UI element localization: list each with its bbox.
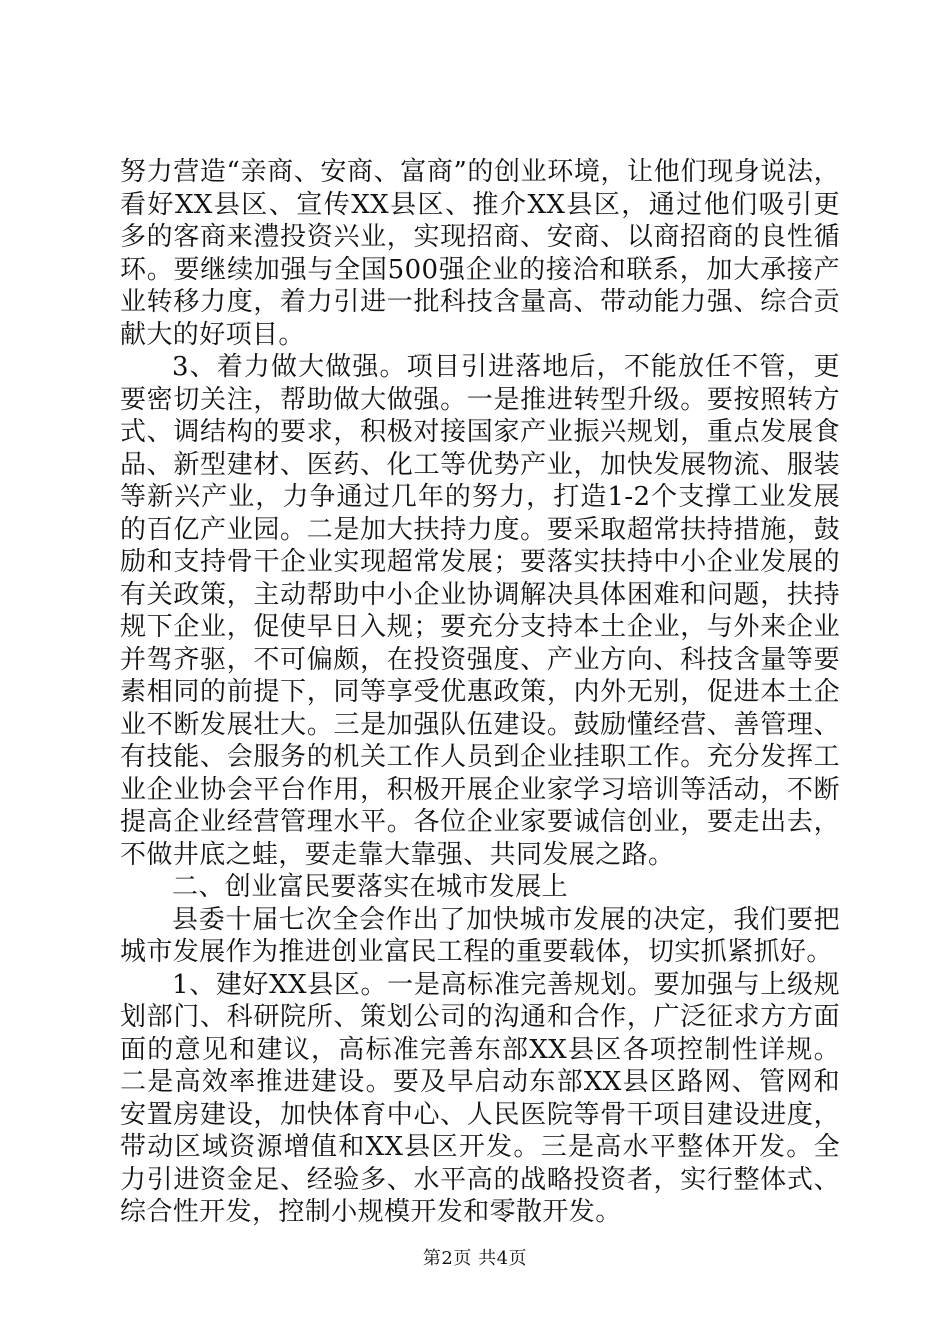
section-heading: 二、创业富民要落实在城市发展上 [172, 872, 569, 902]
paragraph-4: 1、建好XX县区。一是高标准完善规划。要加强与上级规划部门、科研院所、策划公司的沟通和合作，广泛征求方方面面的意见和建议，高标准完善东部XX县区各项控制性详规。二是高效率推进建设。要及早启动东部XX县区路网、管网和安置房建设，加快体育中心、人民医院等骨干项目建设进度，带动区域资源增值和XX县区开发。三是高水平整体开发。全力引进资金足、经验多、水平高的战略投资者，实行整体式、综合性开发，控制小规模开发和零散开发。 [120, 969, 840, 1227]
paragraph-2: 3、着力做大做强。项目引进落地后，不能放任不管，更要密切关注，帮助做大做强。一是推进转型升级。要按照转方式、调结构的要求，积极对接国家产业振兴规划，重点发展食品、新型建材、医药、化工等优势产业，加快发展物流、服装等新兴产业，力争通过几年的努力，打造1-2个支撑工业发展的百亿产业园。二是加大扶持力度。要采取超常扶持措施，鼓励和支持骨干企业实现超常发展；要落实扶持中小企业发展的有关政策，主动帮助中小企业协调解决具体困难和问题，扶持规下企业，促使早日入规；要充分支持本土企业，与外来企业并驾齐驱，不可偏颇，在投资强度、产业方向、科技含量等要素相同的前提下，同等享受优惠政策，内外无别，促进本土企业不断发展壮大。三是加强队伍建设。鼓励懂经营、善管理、有技能、会服务的机关工作人员到企业挂职工作。充分发挥工业企业协会平台作用，积极开展企业家学习培训等活动，不断提高企业经营管理水平。各位企业家要诚信创业，要走出去，不做井底之蛙，要走靠大靠强、共同发展之路。 [120, 352, 840, 870]
paragraph-1: 努力营造“亲商、安商、富商”的创业环境，让他们现身说法，看好XX县区、宣传XX县区、推介XX县区，通过他们吸引更多的客商来澧投资兴业，实现招商、安商、以商招商的良性循环。要继续加强与全国500强企业的接洽和联系，加大承接产业转移力度，着力引进一批科技含量高、带动能力强、综合贡献大的好项目。 [120, 157, 840, 350]
page-number-footer: 第2页 共4页 [422, 1248, 528, 1269]
document-body [120, 156, 840, 1229]
paragraph-3: 县委十届七次全会作出了加快城市发展的决定，我们要把城市发展作为推进创业富民工程的重要载体，切实抓紧抓好。 [120, 904, 840, 967]
